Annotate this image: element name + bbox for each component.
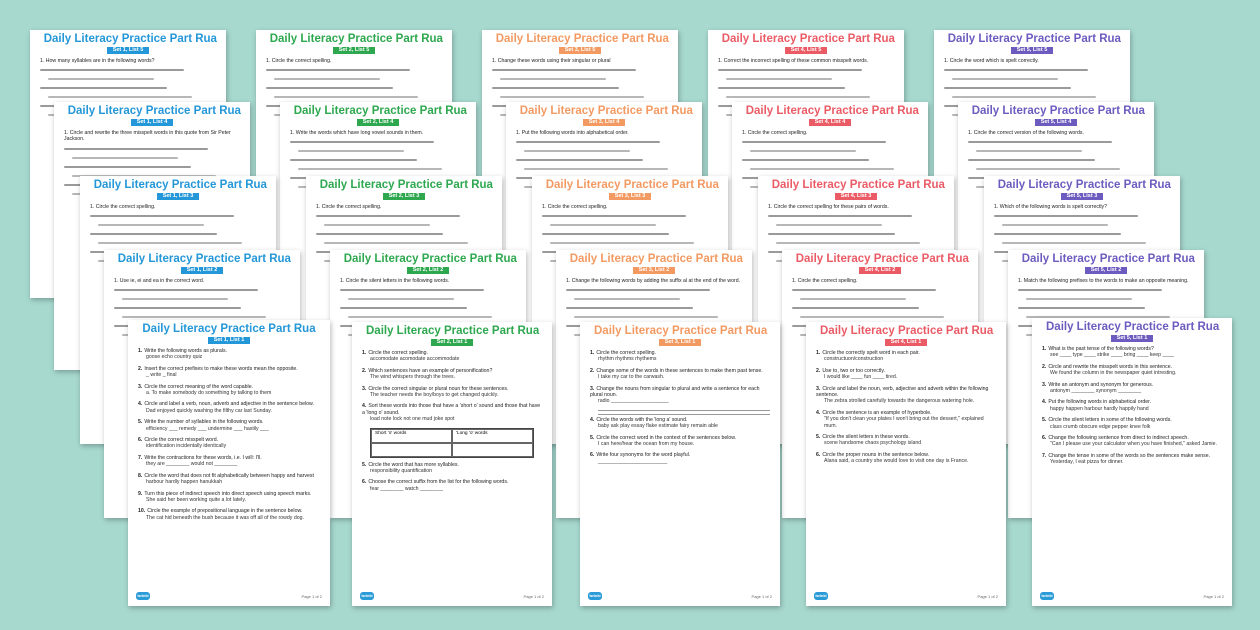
- question-1: 1. What is the past tense of the following words? see ____ type ____ strike ____ bring ____ keep ____: [1042, 346, 1175, 359]
- brand-logo: twinkl: [815, 593, 827, 598]
- question-1: 1. Circle the word which is spelt correctly.: [944, 58, 1039, 64]
- worksheet-header: [330, 250, 526, 274]
- text-line: [768, 215, 912, 217]
- worksheet-footer: [360, 592, 544, 600]
- text-line: [114, 289, 258, 291]
- worksheet-title: Daily Literacy Practice Part Rua: [293, 105, 467, 117]
- worksheet-subtitle: Set 5, List 4: [1035, 119, 1078, 126]
- text-line: [750, 150, 856, 152]
- worksheet-set3-list1: [580, 322, 780, 606]
- question-1: 1. Circle the correctly spelt word in each pair. constructuon/construction: [816, 350, 920, 363]
- text-line: [64, 166, 191, 168]
- text-line: [768, 233, 895, 235]
- text-line: [750, 168, 894, 170]
- text-line: [550, 224, 656, 226]
- question-5: 5. Circle the silent letters in some of the following words. class crumb obscure edge pepper knee folk: [1042, 417, 1172, 430]
- text-line: [298, 168, 442, 170]
- worksheet-set4-list1: [806, 322, 1006, 606]
- text-line: [542, 215, 686, 217]
- text-line: [1018, 289, 1162, 291]
- worksheet-title: Daily Literacy Practice Part Rua: [495, 33, 669, 45]
- text-line: [968, 141, 1112, 143]
- question-1: 1. Correct the incorrect spelling of these common misspelt words.: [718, 58, 869, 64]
- question-2: 2. Circle and rewrite the misspelt words in this sentence. We found the column in the newspaper quiet intresting.: [1042, 363, 1177, 377]
- text-line: [500, 96, 644, 98]
- worksheet-set5-list1: [1032, 318, 1232, 606]
- worksheet-set1-list1: [128, 320, 330, 606]
- worksheet-subtitle: Set 5, List 3: [1061, 193, 1104, 200]
- text-line: [324, 242, 468, 244]
- question-3: 3. Circle and label the noun, verb, adjective and adverb within the following sentence. The zebra strolled carefully towards the dangerous watering hole.: [816, 385, 989, 405]
- worksheet-header: [934, 30, 1130, 54]
- question-3: 3. Write an antonym and synonym for generous. antonym ________ synonym ________: [1042, 381, 1154, 395]
- text-line: [976, 168, 1120, 170]
- sort-table: [370, 428, 534, 458]
- worksheet-header: [984, 176, 1180, 200]
- worksheet-title: Daily Literacy Practice Part Rua: [721, 33, 895, 45]
- text-line: [114, 307, 241, 309]
- text-line: [492, 69, 636, 71]
- text-line: [316, 215, 460, 217]
- text-line: [40, 69, 184, 71]
- worksheet-title: Daily Literacy Practice Part Rua: [569, 253, 743, 265]
- question-1: 1. Change the following words by adding the suffix al at the end of the word.: [566, 278, 741, 284]
- worksheet-title: Daily Literacy Practice Part Rua: [519, 105, 693, 117]
- question-1: 1. Use ie, ei and ea in the correct word.: [114, 278, 205, 284]
- worksheet-header: [782, 250, 978, 274]
- worksheet-header: [1032, 318, 1232, 342]
- worksheet-subtitle: Set 4, List 2: [859, 267, 902, 274]
- worksheet-subtitle: Set 3, List 3: [609, 193, 652, 200]
- worksheet-subtitle: Set 1, List 5: [107, 47, 150, 54]
- worksheet-header: [280, 102, 476, 126]
- worksheet-header: [758, 176, 954, 200]
- worksheet-body: [352, 346, 552, 492]
- text-line: [290, 159, 417, 161]
- worksheet-footer: [814, 592, 998, 600]
- question-1: 1. Which of the following words is spelt correctly?: [994, 204, 1108, 210]
- text-line: [776, 242, 920, 244]
- question-10: 10. Circle the example of prepositional language in the sentence below. The cat hid beneath the bush because it was off all of the rowdy dog.: [138, 508, 304, 521]
- text-line: [492, 87, 619, 89]
- worksheet-title: Daily Literacy Practice Part Rua: [269, 33, 443, 45]
- question-1: 1. Circle and rewrite the three misspelt words in this quote from Sir Peter Jackson.: [64, 130, 231, 143]
- text-line: [566, 289, 710, 291]
- worksheet-header: [732, 102, 928, 126]
- worksheet-title: Daily Literacy Practice Part Rua: [43, 33, 217, 45]
- question-6: 6. Circle the proper nouns in the sentence below. Alana said, a country she would love to visit one day is France.: [816, 451, 969, 465]
- worksheet-header: [80, 176, 276, 200]
- question-1: 1. Circle the silent letters in the following words.: [340, 278, 450, 284]
- worksheet-header: [104, 250, 300, 274]
- sort-table-header-short: Short 'o' words: [371, 429, 452, 443]
- question-3: 3. Change the nouns from singular to plural and write a sentence for each plural noun. radio ____________________: [590, 385, 760, 405]
- worksheet-subtitle: Set 2, List 2: [407, 267, 450, 274]
- worksheet-header: [708, 30, 904, 54]
- worksheet-title: Daily Literacy Practice Part Rua: [343, 253, 517, 265]
- question-4: 4. Sort these words into those that have a 'short o' sound and those that have a 'long o' sound. load note lock not one mud joke spot: [362, 403, 541, 423]
- text-line: [266, 87, 393, 89]
- worksheet-header: [958, 102, 1154, 126]
- question-5: 5. Circle the silent letters in these words. scene handsome chaos psychology island: [816, 434, 922, 447]
- text-line: [952, 96, 1096, 98]
- worksheet-body: [806, 346, 1006, 465]
- worksheet-title: Daily Literacy Practice Part Rua: [771, 179, 945, 191]
- worksheet-body: [580, 346, 780, 465]
- worksheet-title: Daily Literacy Practice Part Rua: [1046, 321, 1220, 333]
- answer-line: [598, 414, 770, 415]
- question-1: 1. Put the following words into alphabetical order.: [516, 130, 629, 136]
- question-1: 1. Circle the correct spelling. accomodate acomodate accommodate: [362, 350, 460, 363]
- worksheet-subtitle: Set 5, List 2: [1085, 267, 1128, 274]
- sort-table-cell: [452, 443, 533, 457]
- worksheet-header: [1008, 250, 1204, 274]
- question-2: 2. Change some of the words in these sentences to make them past tense. I take my car to the carwash.: [590, 367, 763, 381]
- question-4: 4. Put the following words in alphabetical order. happy happen harbour hardly happily hand: [1042, 399, 1151, 412]
- text-line: [516, 159, 643, 161]
- answer-line: [598, 410, 770, 411]
- text-line: [944, 69, 1088, 71]
- text-line: [952, 78, 1058, 80]
- text-line: [122, 298, 228, 300]
- text-line: [968, 159, 1095, 161]
- brand-logo: twinkl: [1041, 593, 1053, 598]
- question-1: 1. Write the following words as plurals. goose echo country quiz: [138, 348, 227, 361]
- worksheet-title: Daily Literacy Practice Part Rua: [971, 105, 1145, 117]
- worksheet-subtitle: Set 5, List 5: [1011, 47, 1054, 54]
- text-line: [776, 224, 882, 226]
- text-line: [1002, 224, 1108, 226]
- text-line: [90, 233, 217, 235]
- text-line: [266, 69, 410, 71]
- text-line: [1002, 242, 1146, 244]
- question-1: 1. Circle the correct spelling.: [742, 130, 808, 136]
- worksheet-header: [54, 102, 250, 126]
- question-4: 4. Circle the words with the 'long a' sound. baby ask play essay flake estimate fairy remain able: [590, 416, 718, 430]
- worksheet-subtitle: Set 5, List 1: [1111, 335, 1154, 342]
- question-6: 6. Change the following sentence from direct to indirect speech. "Can I please use your calculator when you have finished," asked Jamie.: [1042, 435, 1217, 448]
- worksheet-subtitle: Set 3, List 1: [659, 339, 702, 346]
- worksheet-body: [1032, 342, 1232, 466]
- page-number: Page 1 of 2: [523, 593, 544, 599]
- page-number: Page 1 of 2: [751, 593, 772, 599]
- worksheet-subtitle: Set 2, List 5: [333, 47, 376, 54]
- text-line: [40, 87, 167, 89]
- worksheet-subtitle: Set 4, List 5: [785, 47, 828, 54]
- page-number: Page 1 of 2: [301, 593, 322, 599]
- text-line: [742, 141, 886, 143]
- brand-logo: twinkl: [361, 593, 373, 598]
- question-6: 6. Write four synonyms for the word playful. ________________________: [590, 452, 691, 465]
- text-line: [574, 316, 718, 318]
- text-line: [122, 316, 266, 318]
- worksheet-title: Daily Literacy Practice Part Rua: [117, 253, 291, 265]
- worksheet-header: [128, 320, 330, 344]
- worksheet-subtitle: Set 1, List 4: [131, 119, 174, 126]
- text-line: [48, 96, 192, 98]
- worksheet-subtitle: Set 3, List 4: [583, 119, 626, 126]
- question-1: 1. Circle the correct version of the following words.: [968, 130, 1084, 136]
- worksheet-title: Daily Literacy Practice Part Rua: [997, 179, 1171, 191]
- worksheet-title: Daily Literacy Practice Part Rua: [545, 179, 719, 191]
- question-1: 1. Circle the correct spelling for these pairs of words.: [768, 204, 889, 210]
- question-1: 1. Circle the correct spelling.: [90, 204, 156, 210]
- question-2: 2. Which sentences have an example of personification? The wind whispers through the trees.: [362, 367, 493, 381]
- worksheet-title: Daily Literacy Practice Part Rua: [947, 33, 1121, 45]
- text-line: [290, 141, 434, 143]
- question-2: 2. Use to, two or too correctly. I would like ____ fun ____ tired.: [816, 367, 898, 381]
- text-line: [64, 148, 208, 150]
- worksheet-title: Daily Literacy Practice Part Rua: [820, 325, 994, 337]
- worksheet-subtitle: Set 1, List 1: [208, 337, 251, 344]
- text-line: [800, 316, 944, 318]
- worksheet-subtitle: Set 2, List 4: [357, 119, 400, 126]
- text-line: [566, 307, 693, 309]
- worksheet-header: [306, 176, 502, 200]
- worksheet-title: Daily Literacy Practice Part Rua: [319, 179, 493, 191]
- worksheet-subtitle: Set 1, List 2: [181, 267, 224, 274]
- question-7: 7. Write the contractions for these words, i.e. I will: I'll. they are ________ would not ________: [138, 454, 262, 468]
- text-line: [742, 159, 869, 161]
- question-1: 1. Circle the correct spelling.: [542, 204, 608, 210]
- text-line: [944, 87, 1071, 89]
- question-7: 7. Change the tense in some of the words so the sentences make sense. Yesterday, I eat pizza for dinner.: [1042, 452, 1211, 466]
- worksheet-subtitle: Set 2, List 1: [431, 339, 474, 346]
- question-2: 2. Insert the correct prefixes to make these words mean the opposite. _ write _ final: [138, 365, 298, 379]
- worksheet-body: [128, 344, 330, 521]
- worksheet-footer: [1040, 592, 1224, 600]
- text-line: [976, 150, 1082, 152]
- text-line: [792, 289, 936, 291]
- question-6: 6. Circle the correct misspelt word. identification incidentally identically: [138, 437, 227, 450]
- worksheet-title: Daily Literacy Practice Part Rua: [67, 105, 241, 117]
- text-line: [726, 78, 832, 80]
- text-line: [348, 316, 492, 318]
- text-line: [72, 157, 178, 159]
- page-number: Page 1 of 2: [977, 593, 998, 599]
- text-line: [1018, 307, 1145, 309]
- sort-table-cell: [371, 443, 452, 457]
- question-1: 1. Match the following prefixes to the words to make an opposite meaning.: [1018, 278, 1189, 284]
- worksheet-title: Daily Literacy Practice Part Rua: [1021, 253, 1195, 265]
- text-line: [524, 168, 668, 170]
- question-3: 3. Circle the correct singular or plural noun for these sentences. The teacher needs the boy/boys to get changed quickly.: [362, 385, 509, 399]
- worksheet-header: [532, 176, 728, 200]
- worksheet-subtitle: Set 1, List 3: [157, 193, 200, 200]
- text-line: [340, 289, 484, 291]
- text-line: [98, 224, 204, 226]
- question-1: 1. Write the words which have long vowel sounds in them.: [290, 130, 424, 136]
- text-line: [792, 307, 919, 309]
- worksheet-header: [806, 322, 1006, 346]
- question-4: 4. Circle and label a verb, noun, adverb and adjective in the sentence below. Dad enjoyed quickly washing the filthy car last Sunday.: [138, 401, 314, 414]
- question-1: 1. Circle the correct spelling.: [792, 278, 858, 284]
- question-1: 1. Circle the correct spelling.: [316, 204, 382, 210]
- brand-logo: twinkl: [137, 593, 149, 598]
- worksheet-header: [30, 30, 226, 54]
- text-line: [340, 307, 467, 309]
- worksheet-subtitle: Set 4, List 1: [885, 339, 928, 346]
- question-8: 8. Circle the word that does not fit alphabetically between happy and harvest harbour hardly happen hanukkah: [138, 472, 314, 486]
- worksheet-subtitle: Set 3, List 2: [633, 267, 676, 274]
- question-1: 1. Circle the correct spelling.: [266, 58, 332, 64]
- text-line: [98, 242, 242, 244]
- worksheet-title: Daily Literacy Practice Part Rua: [795, 253, 969, 265]
- text-line: [316, 233, 443, 235]
- question-6: 6. Choose the correct suffix from the list for the following words. fear ________ watch ________: [362, 479, 509, 492]
- question-4: 4. Circle the sentence is an example of hyperbole. "If you don't clean your plates I won't bring out the dessert," explained mum.: [816, 409, 984, 429]
- sort-table-header-long: 'Long 'o' words: [452, 429, 533, 443]
- text-line: [524, 150, 630, 152]
- worksheet-title: Daily Literacy Practice Part Rua: [366, 325, 540, 337]
- text-line: [274, 78, 380, 80]
- worksheet-header: [580, 322, 780, 346]
- text-line: [550, 242, 694, 244]
- text-line: [500, 78, 606, 80]
- text-line: [718, 87, 845, 89]
- worksheet-header: [506, 102, 702, 126]
- worksheet-title: Daily Literacy Practice Part Rua: [745, 105, 919, 117]
- text-line: [348, 298, 454, 300]
- question-5: 5. Write the number of syllables in the following words. efficiency ___ remedy ___ undermine ___ hastily ___: [138, 419, 269, 432]
- worksheet-header: [352, 322, 552, 346]
- worksheet-subtitle: Set 3, List 5: [559, 47, 602, 54]
- question-5: 5. Circle the correct word in the context of the sentences below. I can here/hear the ocean from my house.: [590, 434, 737, 448]
- question-3: 3. Circle the correct meaning of the word capable. a. To make somebody do something by talking to them: [138, 383, 272, 397]
- brand-logo: twinkl: [589, 593, 601, 598]
- text-line: [274, 96, 418, 98]
- text-line: [1026, 298, 1132, 300]
- text-line: [718, 69, 862, 71]
- question-5: 5. Circle the word that has more syllables. responsibility quantification: [362, 461, 459, 475]
- text-line: [516, 141, 660, 143]
- worksheet-subtitle: Set 4, List 4: [809, 119, 852, 126]
- text-line: [542, 233, 669, 235]
- worksheet-title: Daily Literacy Practice Part Rua: [142, 323, 316, 335]
- question-1: 1. Change these words using their singular or plural: [492, 58, 611, 64]
- text-line: [324, 224, 430, 226]
- question-9: 9. Turn this piece of indirect speech into direct speech using speech marks. She said her been working quite a lot lately.: [138, 490, 312, 503]
- text-line: [48, 78, 154, 80]
- worksheet-footer: [588, 592, 772, 600]
- worksheet-header: [256, 30, 452, 54]
- question-1: 1. How many syllables are in the following words?: [40, 58, 155, 64]
- worksheet-title: Daily Literacy Practice Part Rua: [93, 179, 267, 191]
- worksheet-subtitle: Set 2, List 3: [383, 193, 426, 200]
- text-line: [726, 96, 870, 98]
- worksheet-header: [482, 30, 678, 54]
- worksheet-title: Daily Literacy Practice Part Rua: [594, 325, 768, 337]
- worksheet-subtitle: Set 4, List 3: [835, 193, 878, 200]
- page-number: Page 1 of 2: [1203, 593, 1224, 599]
- text-line: [574, 298, 680, 300]
- text-line: [800, 298, 906, 300]
- text-line: [298, 150, 404, 152]
- worksheet-set2-list1: [352, 322, 552, 606]
- text-line: [994, 233, 1121, 235]
- text-line: [994, 215, 1138, 217]
- question-1: 1. Circle the correct spelling. rhythm rhythms rhythems: [590, 350, 657, 363]
- worksheet-footer: [136, 592, 322, 600]
- worksheet-header: [556, 250, 752, 274]
- text-line: [90, 215, 234, 217]
